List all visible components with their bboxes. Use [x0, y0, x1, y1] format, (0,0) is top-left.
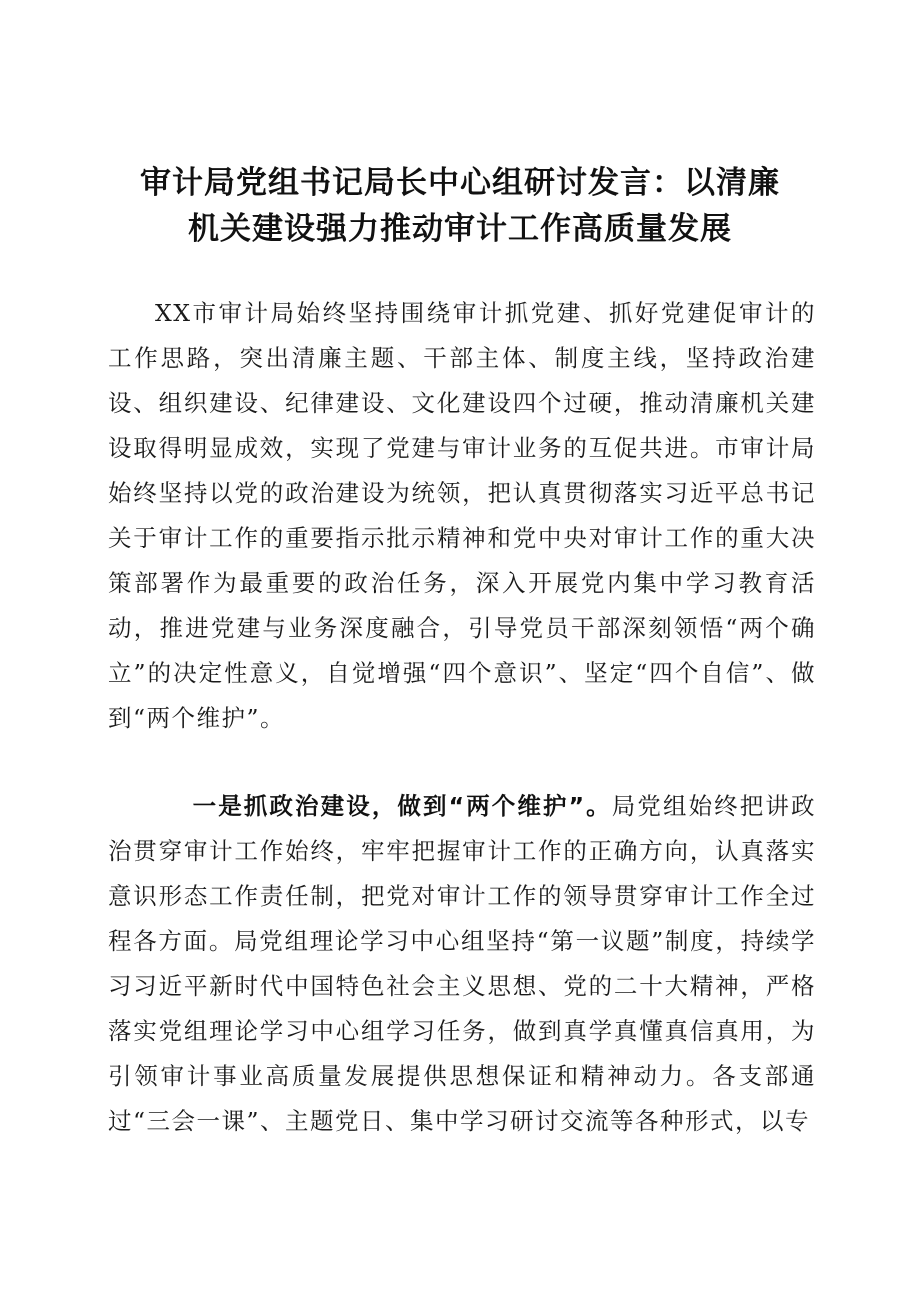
- paragraph-lead-heading: 一是抓政治建设，做到“两个维护”。: [192, 792, 612, 820]
- paragraph-intro: XX市审计局始终坚持围绕审计抓党建、抓好党建促审计的工作思路，突出清廉主题、干部主体、制度主线，坚持政治建设、组织建设、纪律建设、文化建设四个过硬，推动清廉机关建设取得明显成效，实现了党建与审计业务的互促共进。市审计局始终坚持以党的政治建设为统领，把认真贯彻落实习近平总书记关于审计工作的重要指示批示精神和党中央对审计工作的重大决策部署作为最重要的政治任务，深入开展党内集中学习教育活动，推进党建与业务深度融合，引导党员干部深刻领悟“两个确立”的决定性意义，自觉增强“四个意识”、坚定“四个自信”、做到“两个维护”。: [108, 299, 816, 732]
- title-line-2: 机关建设强力推动审计工作高质量发展: [188, 211, 732, 247]
- title-line-1: 审计局党组书记局长中心组研讨发言：以清廉: [140, 165, 780, 201]
- document-title: [110, 160, 810, 252]
- paragraph-body: 局党组始终把讲政治贯穿审计工作始终，牢牢把握审计工作的正确方向，认真落实意识形态工作责任制，把党对审计工作的领导贯穿审计工作全过程各方面。局党组理论学习中心组坚持“第一议题”制度，持续学习习近平新时代中国特色社会主义思想、党的二十大精神，严格落实党组理论学习中心组学习任务，做到真学真懂真信真用，为引领审计事业高质量发展提供思想保证和精神动力。各支部通过“三会一课”、主题党日、集中学习研讨交流等各种形式，以专: [108, 792, 816, 1135]
- paragraph-political-building: [108, 784, 816, 1144]
